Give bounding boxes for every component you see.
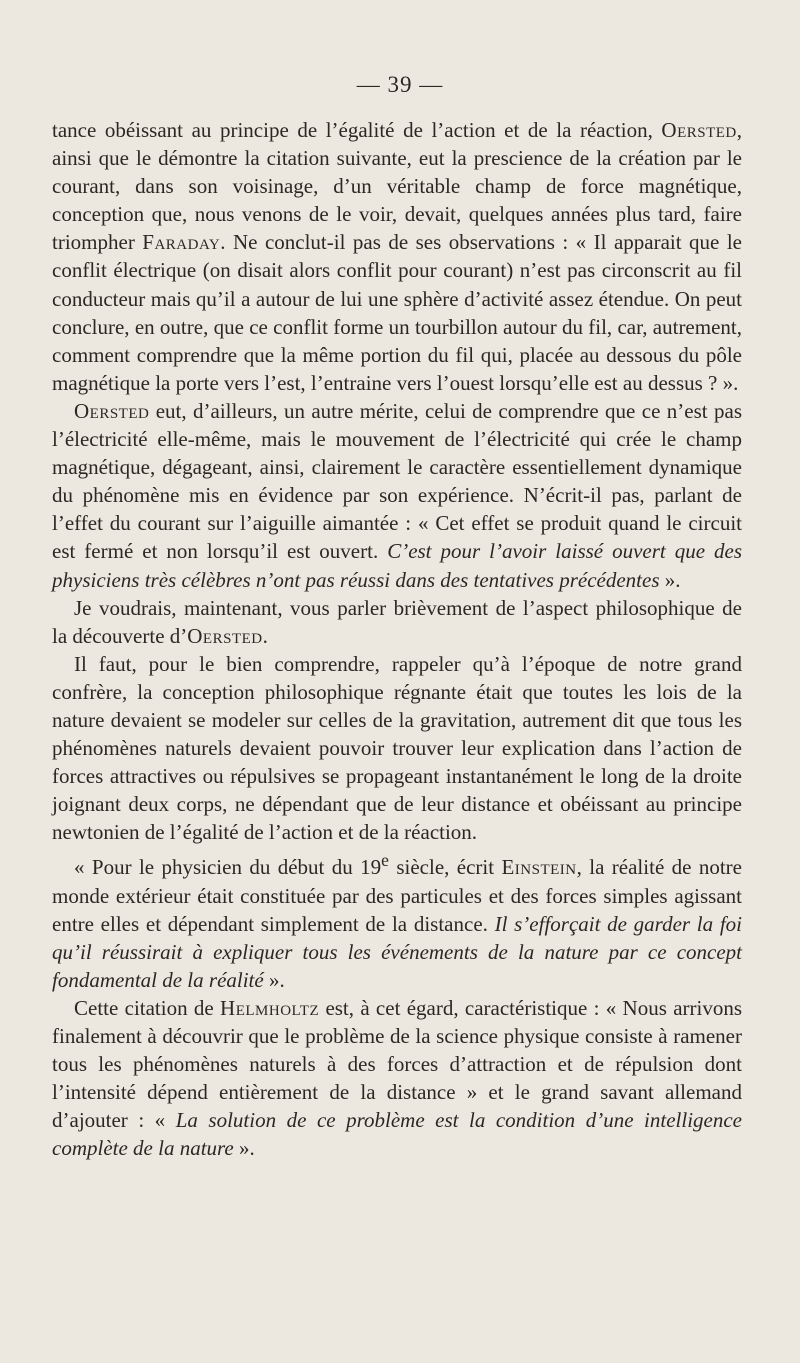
- author-name: Helmholtz: [220, 995, 320, 1020]
- paragraph: [52, 397, 742, 594]
- author-name: Faraday: [142, 230, 221, 255]
- text-run: tance obéissant au principe de l’égalité de l’action et de la réaction,: [52, 118, 662, 142]
- italic-quote: La solution de ce problème est la condition d’une intelligence complète de la nature: [52, 1108, 742, 1161]
- body-text: [52, 116, 742, 1162]
- italic-quote: C’est pour l’avoir laissé ouvert que des physiciens très célèbres n’ont pas réussi dans des tentatives précédentes: [52, 539, 743, 592]
- author-name: Oersted: [187, 623, 263, 648]
- paragraph: [52, 594, 742, 650]
- paragraph: [52, 650, 742, 847]
- text-run: , la réalité de notre monde extérieur était constituée par des particules et des forces simples agissant entre elles et dépendant simplement de la distance.: [52, 855, 742, 936]
- text-run: ».: [263, 967, 285, 992]
- text-run: est, à cet égard, caractéristique : « Nous arrivons finalement à découvrir que le problème de la science physique consiste à ramener tous les phénomènes naturels à des forces d’attraction et de répulsion dont l’intensité dépend entièrement de la distance » et le grand savant allemand d’ajouter : «: [52, 995, 743, 1133]
- text-run: .: [262, 623, 268, 648]
- paragraph: [52, 116, 742, 397]
- text-run: ».: [659, 567, 681, 592]
- text-run: Il faut, pour le bien comprendre, rappeler qu’à l’époque de notre grand confrère, la conception philosophique régnante était que toutes les lois de la nature devaient se modeler sur celles de la gravitation, autrement dit que tous les phénomènes naturels devaient pouvoir trouver leur explication dans l’action de forces attractives ou répulsives se propageant instantanément le long de la droite joignant deux corps, ne dépendant que de leur distance et obéissant au principe newtonien de l’égalité de l’action et de la réaction.: [52, 651, 742, 845]
- text-run: , ainsi que le démontre la citation suivante, eut la prescience de la création par le courant, dans son voisinage, d’un véritable champ de force magnétique, conception que, nous venons de le voir, devait, quelques années plus tard, faire triompher: [52, 118, 742, 255]
- page-number: — 39 —: [356, 72, 444, 97]
- superscript: e: [381, 850, 389, 871]
- text-run: Cette citation de: [74, 995, 221, 1020]
- author-name: Einstein: [501, 855, 577, 880]
- text-run: « Pour le physicien du début du 19: [74, 855, 382, 880]
- text-run: . Ne conclut-il pas de ses observations : « Il apparait que le conflit électrique (on disait alors conflit pour courant) n’est pas circonscrit au fil conducteur mais qu’il a autour de lui une sphère d’activité assez étendue. On peut conclure, en outre, que ce conflit forme un tourbillon autour du fil, car, autrement, comment comprendre que la même portion du fil qui, placée au dessous du pôle magnétique la porte vers l’est, l’entraine vers l’ouest lorsqu’elle est au dessus ? ».: [52, 230, 742, 395]
- text-run: ».: [233, 1136, 255, 1161]
- paragraph: [52, 994, 742, 1163]
- author-name: Oersted: [74, 398, 150, 423]
- text-run: siècle, écrit: [388, 855, 502, 880]
- italic-quote: Il s’efforçait de garder la foi qu’il réussirait à expliquer tous les événements de la nature par ce concept fondamental de la réalité: [52, 911, 742, 992]
- text-run: Je voudrais, maintenant, vous parler brièvement de l’aspect philosophique de la découverte d’: [52, 595, 742, 648]
- paragraph: [52, 846, 742, 993]
- author-name: Oersted: [661, 118, 737, 142]
- text-run: eut, d’ailleurs, un autre mérite, celui de comprendre que ce n’est pas l’électricité elle-même, mais le mouvement de l’électricité qui crée le champ magnétique, dégageant, ainsi, clairement le caractère essentiellement dynamique du phénomène mis en évidence par son expérience. N’écrit-il pas, parlant de l’effet du courant sur l’aiguille aimantée : « Cet effet se produit quand le circuit est fermé et non lorsqu’il est ouvert.: [52, 398, 742, 564]
